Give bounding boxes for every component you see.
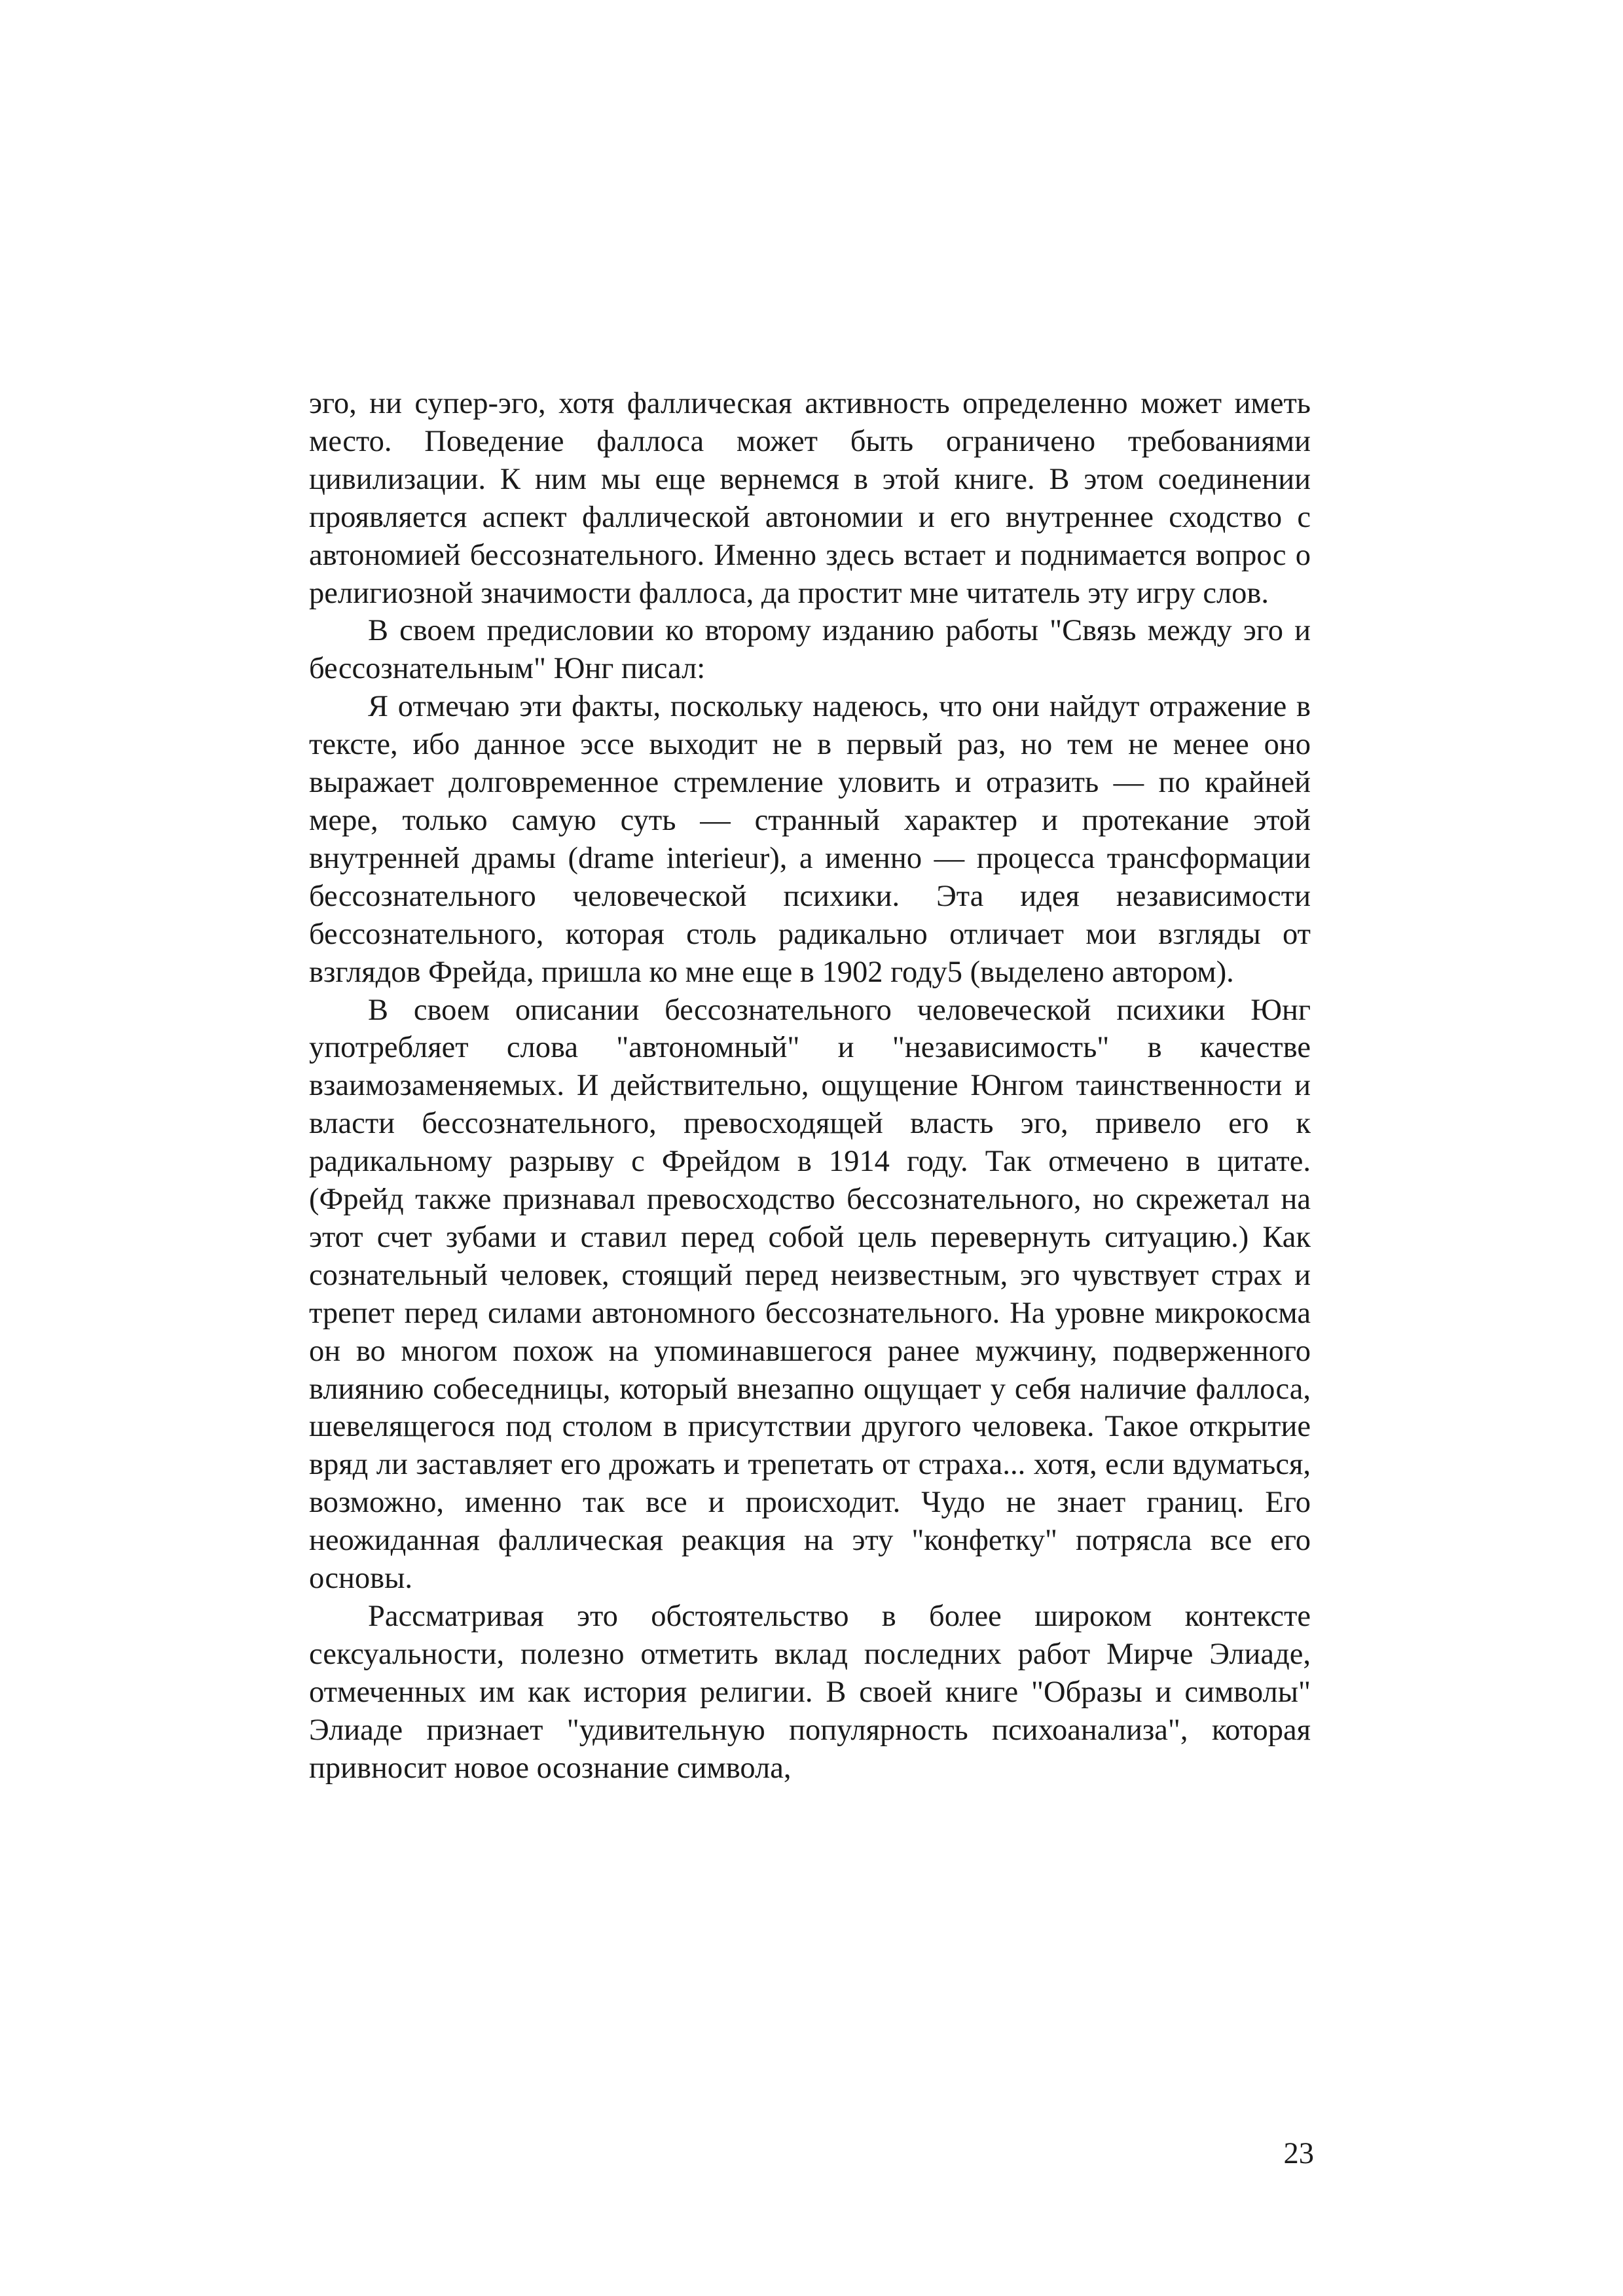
paragraph-preface-intro: В своем предисловии ко второму изданию работы "Связь между эго и бессознательным" Юнг писал: [309, 614, 1311, 686]
paragraph-autonomy: В своем описании бессознательного человеческой психики Юнг употребляет слова "автономный" и "независимость" в качестве взаимозаменяемых. И действительно, ощущение Юнгом таинственности и власти бессознательного, превосходящей власть эго, привело его к радикальному разрыву с Фрейдом в 1914 году. Так отмечено в цитате. (Фрейд также признавал превосходство бессознательного, но скрежетал на этот счет зубами и ставил перед собой цель перевернуть ситуацию.) Как сознательный человек, стоящий перед неизвестным, эго чувствует страх и трепет перед силами автономного бессознательного. На уровне микрокосма он во многом похож на упоминавшегося ранее мужчину, подверженного влиянию собеседницы, который внезапно ощущает у себя наличие фаллоса, шевелящегося под столом в присутствии другого человека. Такое открытие вряд ли заставляет его дрожать и трепетать от страха... хотя, если вдуматься, возможно, именно так все и происходит. Чудо не знает границ. Его неожиданная фаллическая реакция на эту "конфетку" потрясла все его основы. [309, 993, 1311, 1596]
body-text [309, 385, 1311, 1787]
paragraph-continuation: эго, ни супер-эго, хотя фаллическая активность определенно может иметь место. Поведение фаллоса может быть ограничено требованиями цивилизации. К ним мы еще вернемся в этой книге. В этом соединении проявляется аспект фаллической автономии и его внутреннее сходство с автономией бессознательного. Именно здесь встает и поднимается вопрос о религиозной значимости фаллоса, да простит мне читатель эту игру слов. [309, 387, 1311, 610]
paragraph-jung-quote: Я отмечаю эти факты, поскольку надеюсь, что они найдут отражение в тексте, ибо данное эссе выходит не в первый раз, но тем не менее оно выражает долговременное стремление уловить и отразить — по крайней мере, только самую суть — странный характер и протекание этой внутренней драмы (drame interieur), а именно — процесса трансформации бессознательного человеческой психики. Эта идея независимости бессознательного, которая столь радикально отличает мои взгляды от взглядов Фрейда, пришла ко мне еще в 1902 году5 (выделено автором). [309, 690, 1311, 989]
paragraph-eliade: Рассматривая это обстоятельство в более широком контексте сексуальности, полезно отметить вклад последних работ Мирче Элиаде, отмеченных им как история религии. В своей книге "Образы и символы" Элиаде признает "удивительную популярность психоанализа", которая привносит новое осознание символа, [309, 1600, 1311, 1785]
page-number: 23 [1283, 2137, 1314, 2170]
